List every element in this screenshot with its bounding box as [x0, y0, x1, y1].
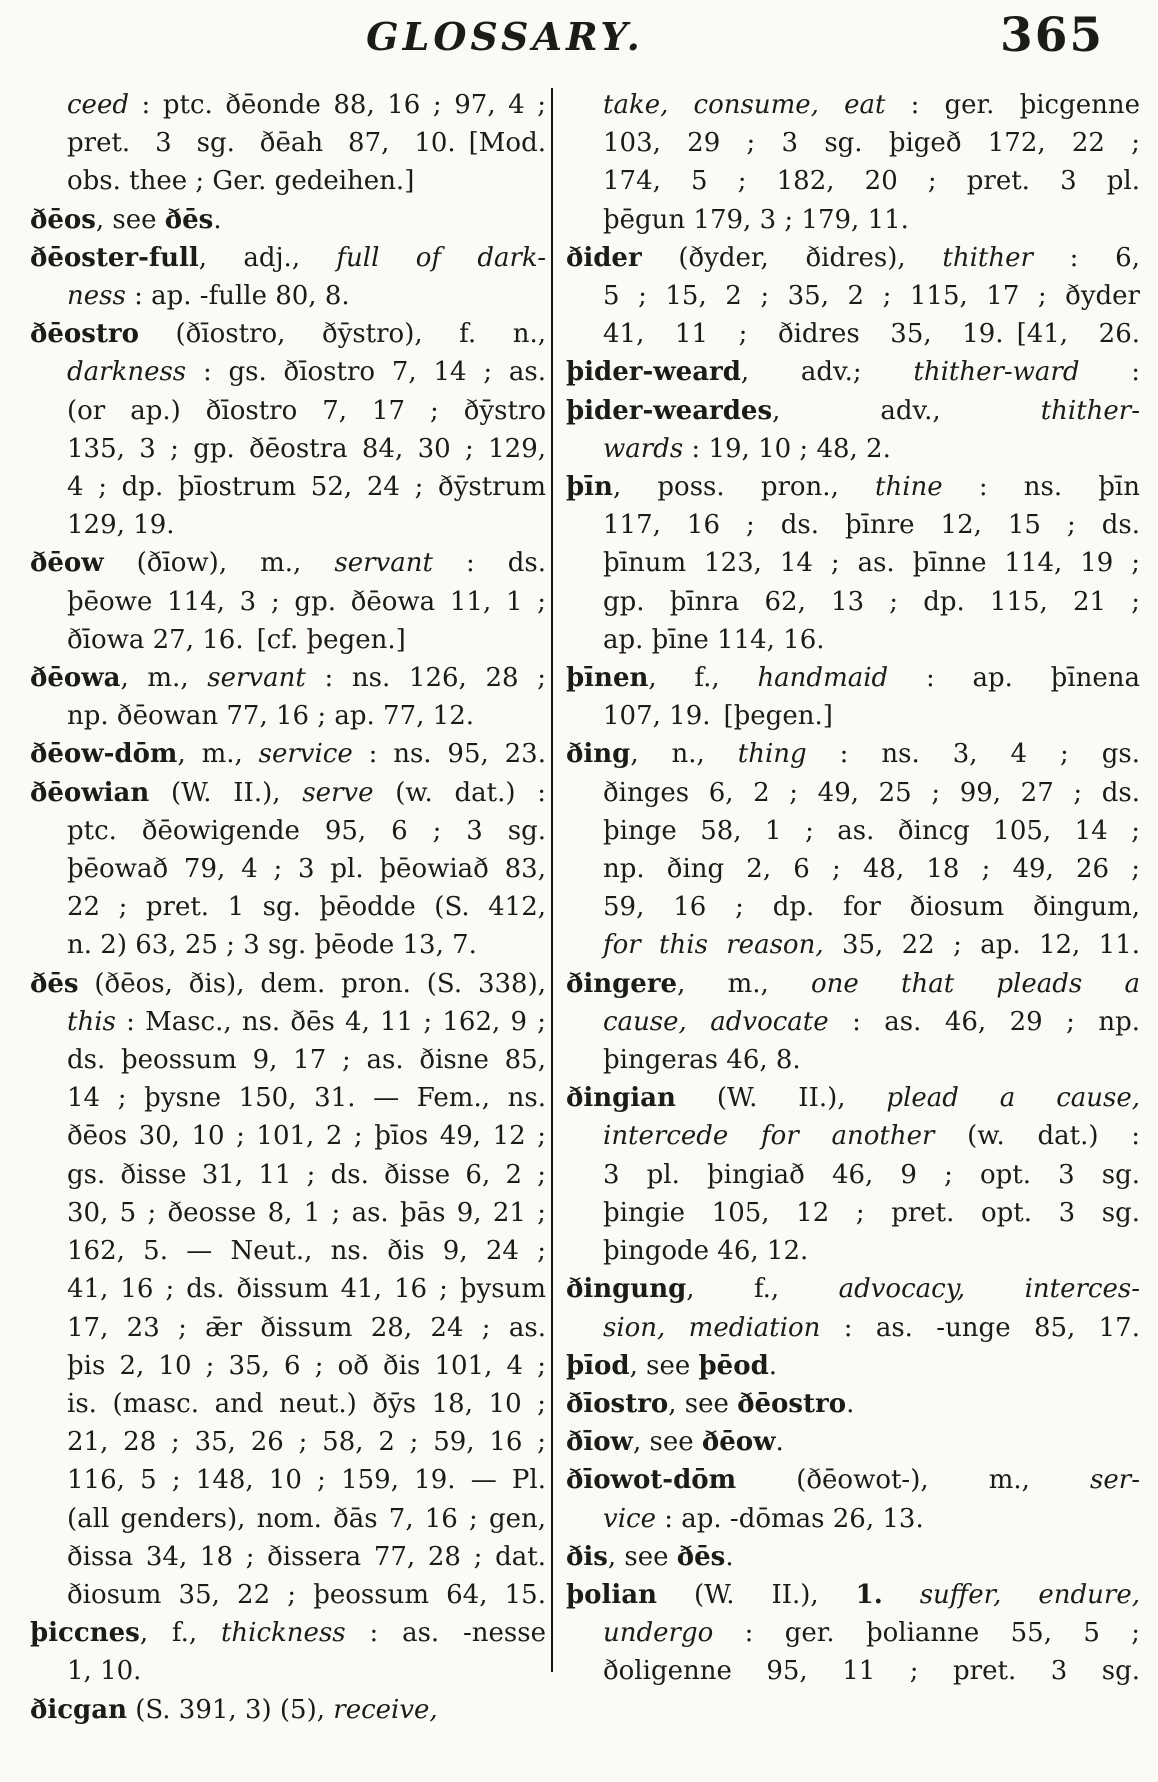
glossary-line — [566, 86, 1140, 124]
text-segment: ðēoster-full — [30, 242, 199, 273]
text-segment: gs. ðisse 31, 11 ; ds. ðisse 6, 2 ; — [67, 1159, 546, 1190]
glossary-line — [566, 850, 1140, 888]
text-segment: 21, 28 ; 35, 26 ; 58, 2 ; 59, 16 ; — [67, 1427, 546, 1458]
glossary-line — [566, 506, 1140, 544]
glossary-line — [30, 1576, 546, 1614]
text-segment: , m., — [120, 663, 208, 694]
text-segment: þolian — [566, 1579, 658, 1610]
text-segment: servant — [334, 548, 433, 579]
text-segment: : ns. 3, 4 ; gs. — [806, 739, 1140, 770]
glossary-line — [566, 201, 1140, 239]
text-segment: undergo — [603, 1618, 714, 1649]
text-segment: , see — [629, 1350, 699, 1381]
text-segment: (ðīow), m., — [103, 548, 335, 579]
text-segment: receive, — [333, 1694, 438, 1725]
text-segment: ðēs — [30, 968, 79, 999]
glossary-line — [566, 1461, 1140, 1499]
glossary-line — [30, 1232, 546, 1270]
glossary-line — [566, 544, 1140, 582]
text-segment: (ðēowot-), m., — [736, 1465, 1091, 1496]
text-segment: 174, 5 ; 182, 20 ; pret. 3 pl. — [603, 166, 1140, 197]
glossary-line — [30, 735, 546, 773]
text-segment: one that pleads a — [811, 968, 1140, 999]
glossary-line — [566, 774, 1140, 812]
text-segment: þīod — [566, 1350, 630, 1381]
text-segment: serve — [302, 777, 374, 808]
text-segment: take, consume, eat — [603, 90, 886, 120]
text-segment: : ns. 126, 28 ; — [305, 663, 547, 694]
text-segment: ðīostro — [566, 1388, 669, 1419]
glossary-line — [30, 468, 546, 506]
text-segment: suffer, endure, — [882, 1579, 1140, 1610]
text-segment: þinge 58, 1 ; as. ðincg 105, 14 ; — [603, 815, 1140, 846]
text-segment: ðīow — [566, 1427, 633, 1458]
text-segment: þis 2, 10 ; 35, 6 ; oð ðis 101, 4 ; — [67, 1350, 546, 1381]
glossary-line — [566, 812, 1140, 850]
text-segment: . — [846, 1388, 855, 1419]
text-segment: ðinges 6, 2 ; 49, 25 ; 99, 27 ; ds. — [603, 777, 1140, 808]
text-segment: 3 pl. þingiað 46, 9 ; opt. 3 sg. — [603, 1159, 1140, 1190]
text-segment: ser- — [1090, 1465, 1140, 1496]
glossary-line — [30, 1461, 546, 1499]
glossary-line — [566, 1079, 1140, 1117]
text-segment: ðis — [566, 1541, 608, 1572]
text-segment: thine — [875, 472, 943, 503]
text-segment: : ptc. ðēonde 88, 16 ; 97, 4 ; — [128, 90, 546, 120]
text-segment: ðīowa 27, 16. [cf. þegen.] — [67, 624, 406, 655]
text-segment: , see — [668, 1388, 738, 1419]
glossary-line — [30, 697, 546, 735]
text-segment: 162, 5. — Neut., ns. ðis 9, 24 ; — [67, 1236, 546, 1267]
glossary-line — [566, 392, 1140, 430]
glossary-line — [30, 583, 546, 621]
glossary-line — [30, 544, 546, 582]
text-segment: (ðīostro, ðȳstro), f. n., — [138, 319, 546, 350]
text-segment: : 19, 10 ; 48, 2. — [683, 433, 891, 464]
glossary-line — [30, 430, 546, 468]
text-segment: 41, 16 ; ds. ðissum 41, 16 ; þysum — [67, 1274, 546, 1305]
text-segment: , see — [632, 1427, 702, 1458]
text-segment: þiccnes — [30, 1618, 140, 1649]
text-segment: ðēow — [30, 548, 104, 579]
text-segment: ðēostro — [30, 319, 139, 350]
text-segment: þēgun 179, 3 ; 179, 11. — [603, 204, 909, 235]
text-segment: . — [768, 1350, 778, 1381]
glossary-line — [566, 1003, 1140, 1041]
glossary-line — [30, 353, 546, 391]
text-segment: (S. 391, 3) (5), — [126, 1694, 334, 1725]
glossary-line — [566, 1156, 1140, 1194]
glossary-line — [30, 659, 546, 697]
text-segment: , poss. pron., — [612, 472, 876, 503]
glossary-line — [30, 277, 546, 315]
text-segment: service — [258, 739, 353, 770]
glossary-line — [30, 1347, 546, 1385]
text-segment: : ns. þīn — [942, 472, 1140, 503]
text-segment: 59, 16 ; dp. for ðiosum ðingum, — [603, 892, 1140, 923]
text-segment: : ap. þīnena — [888, 663, 1140, 694]
text-segment: 1. — [855, 1579, 883, 1610]
text-segment: . — [725, 1541, 734, 1572]
text-segment: , n., — [630, 739, 738, 770]
glossary-line — [566, 1309, 1140, 1347]
text-segment: (ðēos, ðis), dem. pron. (S. 338), — [78, 968, 546, 999]
glossary-line — [30, 124, 546, 162]
text-segment: þīnen — [566, 663, 649, 694]
text-segment: cause, advocate — [603, 1006, 829, 1037]
glossary-line — [30, 1538, 546, 1576]
text-segment: , see — [95, 204, 165, 235]
column-divider — [551, 88, 553, 1672]
text-segment: 116, 5 ; 148, 10 ; 159, 19. — Pl. — [67, 1465, 546, 1496]
text-segment: : ger. þicgenne — [885, 90, 1140, 120]
text-segment: þēowe 114, 3 ; gp. ðēowa 11, 1 ; — [67, 586, 546, 617]
text-segment: (ðyder, ðidres), — [641, 242, 943, 273]
glossary-line — [566, 1423, 1140, 1461]
glossary-line — [30, 812, 546, 850]
glossary-line — [566, 124, 1140, 162]
text-segment: n. 2) 63, 25 ; 3 sg. þēode 13, 7. — [67, 930, 477, 961]
text-segment: gp. þīnra 62, 13 ; dp. 115, 21 ; — [603, 586, 1140, 617]
text-segment: (all genders), nom. ðās 7, 16 ; gen, — [67, 1503, 546, 1534]
text-segment: handmaid — [757, 663, 889, 694]
text-segment: , adv., — [772, 395, 1041, 426]
text-segment: ðēos 30, 10 ; 101, 2 ; þīos 49, 12 ; — [67, 1121, 546, 1152]
text-segment: : ap. -dōmas 26, 13. — [655, 1503, 924, 1534]
glossary-line — [30, 850, 546, 888]
text-segment: ptc. ðēowigende 95, 6 ; 3 sg. — [67, 815, 546, 846]
text-segment: 117, 16 ; ds. þīnre 12, 15 ; ds. — [603, 510, 1140, 541]
glossary-line — [30, 926, 546, 964]
text-segment: ðoligenne 95, 11 ; pret. 3 sg. — [603, 1656, 1140, 1687]
text-segment: , f., — [648, 663, 758, 694]
text-segment: , m., — [677, 968, 812, 999]
text-segment: : ns. 95, 23. — [352, 739, 546, 770]
text-segment: (w. dat.) : — [373, 777, 546, 808]
text-segment: (W. II.), — [657, 1579, 856, 1610]
text-segment: , f., — [139, 1618, 221, 1649]
text-segment: obs. thee ; Ger. gedeihen.] — [67, 166, 415, 197]
glossary-line — [30, 1309, 546, 1347]
text-segment: þīnum 123, 14 ; as. þīnne 114, 19 ; — [603, 548, 1140, 579]
glossary-line — [566, 1041, 1140, 1079]
glossary-line — [30, 201, 546, 239]
text-segment: þingeras 46, 8. — [603, 1045, 801, 1076]
text-segment: 107, 19. [þegen.] — [603, 701, 833, 732]
text-segment: 129, 19. — [67, 510, 175, 541]
text-segment: , see — [607, 1541, 677, 1572]
text-segment: , f., — [686, 1274, 839, 1305]
glossary-line — [566, 1538, 1140, 1576]
glossary-line — [566, 965, 1140, 1003]
text-segment: ap. þīne 114, 16. — [603, 624, 825, 655]
glossary-line — [30, 1500, 546, 1538]
glossary-line — [566, 1614, 1140, 1652]
text-segment: vice — [603, 1503, 656, 1534]
text-segment: þider-weardes — [566, 395, 773, 426]
text-segment: ðingung — [566, 1274, 687, 1305]
glossary-line — [566, 621, 1140, 659]
text-segment: wards — [603, 433, 684, 464]
text-segment: 4 ; dp. þīostrum 52, 24 ; ðȳstrum — [67, 472, 546, 503]
text-segment: . — [775, 1427, 784, 1458]
text-segment: ðēs — [164, 204, 214, 235]
text-segment: (W. II.), — [149, 777, 303, 808]
glossary-line — [566, 1576, 1140, 1614]
glossary-line — [566, 735, 1140, 773]
glossary-line — [30, 392, 546, 430]
glossary-line — [566, 1270, 1140, 1308]
glossary-line — [566, 315, 1140, 353]
text-segment: : gs. ðīostro 7, 14 ; as. — [186, 357, 546, 388]
text-segment: : as. 46, 29 ; np. — [828, 1006, 1141, 1037]
text-segment: ds. þeossum 9, 17 ; as. ðisne 85, — [67, 1045, 546, 1076]
text-segment: ðēostro — [737, 1388, 847, 1419]
text-segment: , adv.; — [740, 357, 914, 388]
text-segment: ðēs — [676, 1541, 726, 1572]
glossary-line — [30, 1614, 546, 1652]
glossary-line — [30, 315, 546, 353]
text-segment: : 6, — [1032, 242, 1140, 273]
glossary-line — [30, 1079, 546, 1117]
text-segment: þēowað 79, 4 ; 3 pl. þēowiað 83, — [67, 854, 546, 885]
glossary-line — [566, 277, 1140, 315]
text-segment: ceed — [67, 90, 129, 120]
text-segment: thither — [942, 242, 1033, 273]
text-segment: þēod — [698, 1350, 769, 1381]
text-segment: . — [213, 204, 222, 235]
glossary-line — [30, 774, 546, 812]
glossary-line — [30, 965, 546, 1003]
text-segment: þingode 46, 12. — [603, 1236, 809, 1267]
text-segment: ðēowa — [30, 663, 121, 694]
glossary-line — [30, 1041, 546, 1079]
text-segment: thither- — [1040, 395, 1140, 426]
text-segment: ðēow-dōm — [30, 739, 178, 770]
text-segment: thither-ward — [913, 357, 1080, 388]
text-segment: plead a cause, — [886, 1083, 1140, 1114]
glossary-line — [566, 659, 1140, 697]
glossary-line — [30, 1423, 546, 1461]
text-segment: ðīowot-dōm — [566, 1465, 737, 1496]
glossary-line — [30, 1194, 546, 1232]
text-segment: sion, mediation — [603, 1312, 821, 1343]
glossary-line — [30, 86, 546, 124]
text-segment: ðider — [566, 242, 642, 273]
glossary-line — [30, 888, 546, 926]
text-segment: pret. 3 sg. ðēah 87, 10. [Mod. — [67, 128, 546, 159]
text-segment: servant — [207, 663, 306, 694]
glossary-line — [566, 1385, 1140, 1423]
glossary-line — [30, 621, 546, 659]
text-segment: thickness — [220, 1618, 346, 1649]
text-segment: np. ðing 2, 6 ; 48, 18 ; 49, 26 ; — [603, 854, 1140, 885]
text-segment: (W. II.), — [675, 1083, 887, 1114]
page-number: 365 — [1000, 8, 1105, 63]
text-segment: is. (masc. and neut.) ðȳs 18, 10 ; — [67, 1388, 546, 1419]
text-segment: ðicgan — [30, 1694, 127, 1725]
glossary-line — [30, 506, 546, 544]
text-segment: , adj., — [198, 242, 337, 273]
text-segment: 1, 10. — [67, 1656, 142, 1687]
text-segment: (w. dat.) : — [934, 1121, 1140, 1152]
text-segment: 135, 3 ; gp. ðēostra 84, 30 ; 129, — [67, 433, 546, 464]
page-title: GLOSSARY. — [366, 14, 644, 59]
text-segment: darkness — [67, 357, 187, 388]
glossary-line — [566, 1194, 1140, 1232]
glossary-line — [566, 1117, 1140, 1155]
glossary-line — [566, 926, 1140, 964]
glossary-line — [566, 1232, 1140, 1270]
text-segment: for this reason, — [603, 930, 824, 961]
glossary-line — [566, 697, 1140, 735]
text-segment: : ger. þolianne 55, 5 ; — [713, 1618, 1140, 1649]
text-segment: (or ap.) ðīostro 7, 17 ; ðȳstro — [67, 395, 546, 426]
text-segment: ðēowian — [30, 777, 150, 808]
text-segment: þīn — [566, 472, 613, 503]
text-segment: intercede for another — [603, 1121, 935, 1152]
glossary-line — [566, 1652, 1140, 1690]
text-segment: , m., — [177, 739, 259, 770]
text-segment: full of dark- — [336, 242, 546, 273]
glossary-line — [566, 162, 1140, 200]
glossary-line — [566, 888, 1140, 926]
text-segment: þingie 105, 12 ; pret. opt. 3 sg. — [603, 1197, 1140, 1228]
text-segment: 30, 5 ; ðeosse 8, 1 ; as. þās 9, 21 ; — [67, 1197, 546, 1228]
glossary-line — [566, 353, 1140, 391]
glossary-line — [30, 239, 546, 277]
text-segment: 41, 11 ; ðidres 35, 19. [41, 26. — [603, 319, 1140, 350]
text-segment: 5 ; 15, 2 ; 35, 2 ; 115, 17 ; ðyder — [603, 281, 1140, 312]
glossary-line — [566, 1500, 1140, 1538]
text-segment: ðiosum 35, 22 ; þeossum 64, 15. — [67, 1579, 546, 1610]
glossary-column-left — [30, 86, 546, 1729]
glossary-line — [30, 1270, 546, 1308]
glossary-line — [566, 430, 1140, 468]
text-segment: ness — [67, 281, 126, 312]
glossary-line — [566, 239, 1140, 277]
text-segment: : as. -nesse — [345, 1618, 546, 1649]
glossary-line — [30, 1691, 546, 1729]
text-segment: ðingere — [566, 968, 678, 999]
text-segment: : ds. — [432, 548, 547, 579]
text-segment: ðingian — [566, 1083, 676, 1114]
text-segment: np. ðēowan 77, 16 ; ap. 77, 12. — [67, 701, 474, 732]
text-segment: advocacy, interces- — [838, 1274, 1140, 1305]
text-segment: 35, 22 ; ap. 12, 11. — [823, 930, 1140, 961]
text-segment: : ap. -fulle 80, 8. — [125, 281, 350, 312]
text-segment: þider-weard — [566, 357, 741, 388]
text-segment: : as. -unge 85, 17. — [820, 1312, 1140, 1343]
text-segment: ðing — [566, 739, 631, 770]
glossary-line — [30, 1003, 546, 1041]
text-segment: thing — [737, 739, 807, 770]
text-segment: 22 ; pret. 1 sg. þēodde (S. 412, — [67, 892, 546, 923]
glossary-column-right — [566, 86, 1140, 1691]
text-segment: ðēow — [701, 1427, 776, 1458]
text-segment: : Masc., ns. ðēs 4, 11 ; 162, 9 ; — [115, 1006, 546, 1037]
glossary-line — [30, 1385, 546, 1423]
text-segment: 14 ; þysne 150, 31. — Fem., ns. — [67, 1083, 546, 1114]
glossary-line — [30, 1652, 546, 1690]
glossary-line — [30, 1156, 546, 1194]
text-segment: : — [1079, 357, 1140, 388]
text-segment: 103, 29 ; 3 sg. þigeð 172, 22 ; — [603, 128, 1140, 159]
glossary-line — [30, 162, 546, 200]
glossary-line — [566, 1347, 1140, 1385]
glossary-line — [30, 1117, 546, 1155]
text-segment: ðēos — [30, 204, 96, 235]
glossary-line — [566, 583, 1140, 621]
glossary-line — [566, 468, 1140, 506]
text-segment: 17, 23 ; ǣr ðissum 28, 24 ; as. — [67, 1312, 546, 1343]
text-segment: ðissa 34, 18 ; ðissera 77, 28 ; dat. — [67, 1541, 546, 1572]
text-segment: this — [67, 1006, 116, 1037]
